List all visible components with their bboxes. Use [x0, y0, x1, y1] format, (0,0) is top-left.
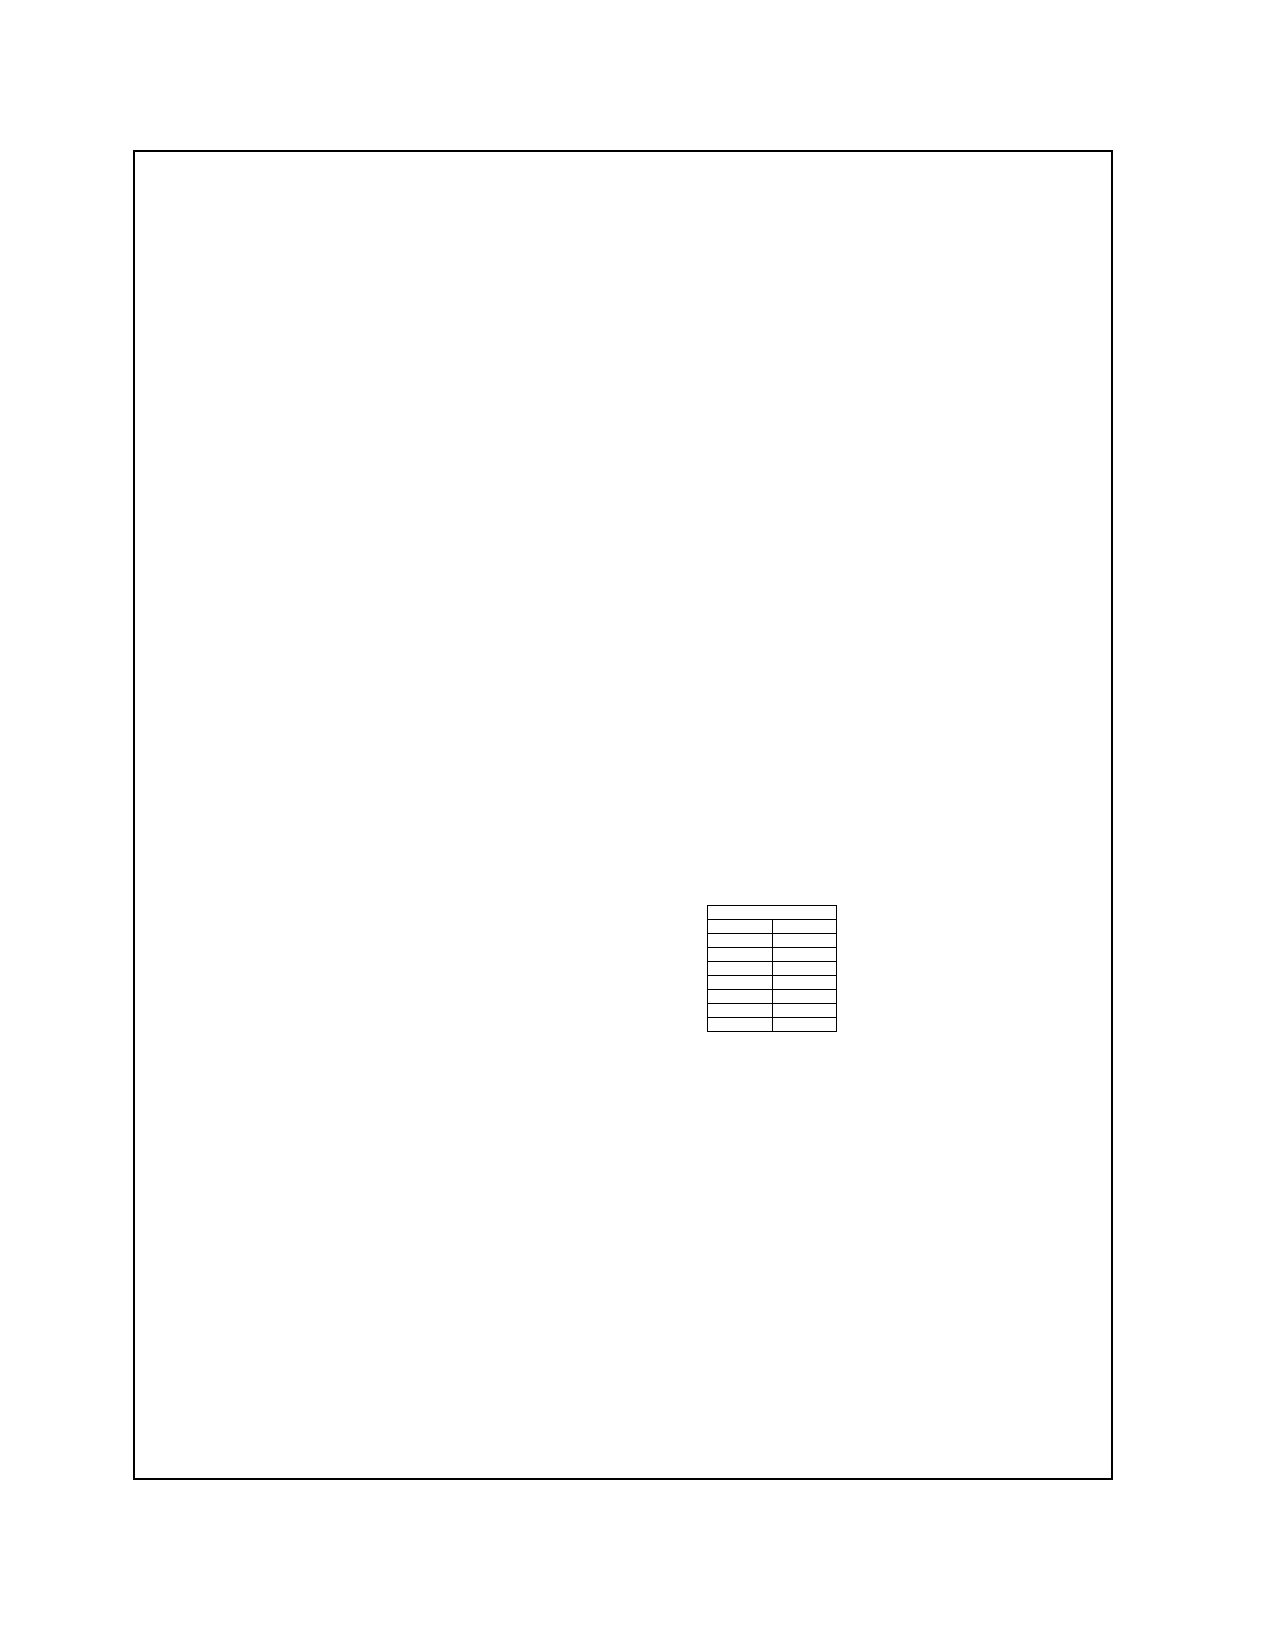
- table-cell: [708, 1004, 773, 1018]
- table-cell: [772, 934, 837, 948]
- table-row: [708, 962, 837, 976]
- table-cell: [708, 1018, 773, 1032]
- table-row: [708, 1004, 837, 1018]
- table-cell: [708, 976, 773, 990]
- table-title: [708, 906, 837, 920]
- table-cell: [772, 948, 837, 962]
- table-cell: [708, 948, 773, 962]
- table-cell: [708, 934, 773, 948]
- table-header-dash: [708, 920, 773, 934]
- table-header-radius: [772, 920, 837, 934]
- table-row: [708, 976, 837, 990]
- table-cell: [708, 990, 773, 1004]
- table-cell: [772, 990, 837, 1004]
- no-flex-table: [707, 905, 837, 1032]
- table-row: [708, 990, 837, 1004]
- table-cell: [772, 976, 837, 990]
- large-size-list: [880, 884, 902, 892]
- table-row: [708, 1018, 837, 1032]
- table-cell: [708, 962, 773, 976]
- table-row: [708, 934, 837, 948]
- table-cell: [772, 1004, 837, 1018]
- table-cell: [772, 1018, 837, 1032]
- table-cell: [772, 962, 837, 976]
- table-row: [708, 948, 837, 962]
